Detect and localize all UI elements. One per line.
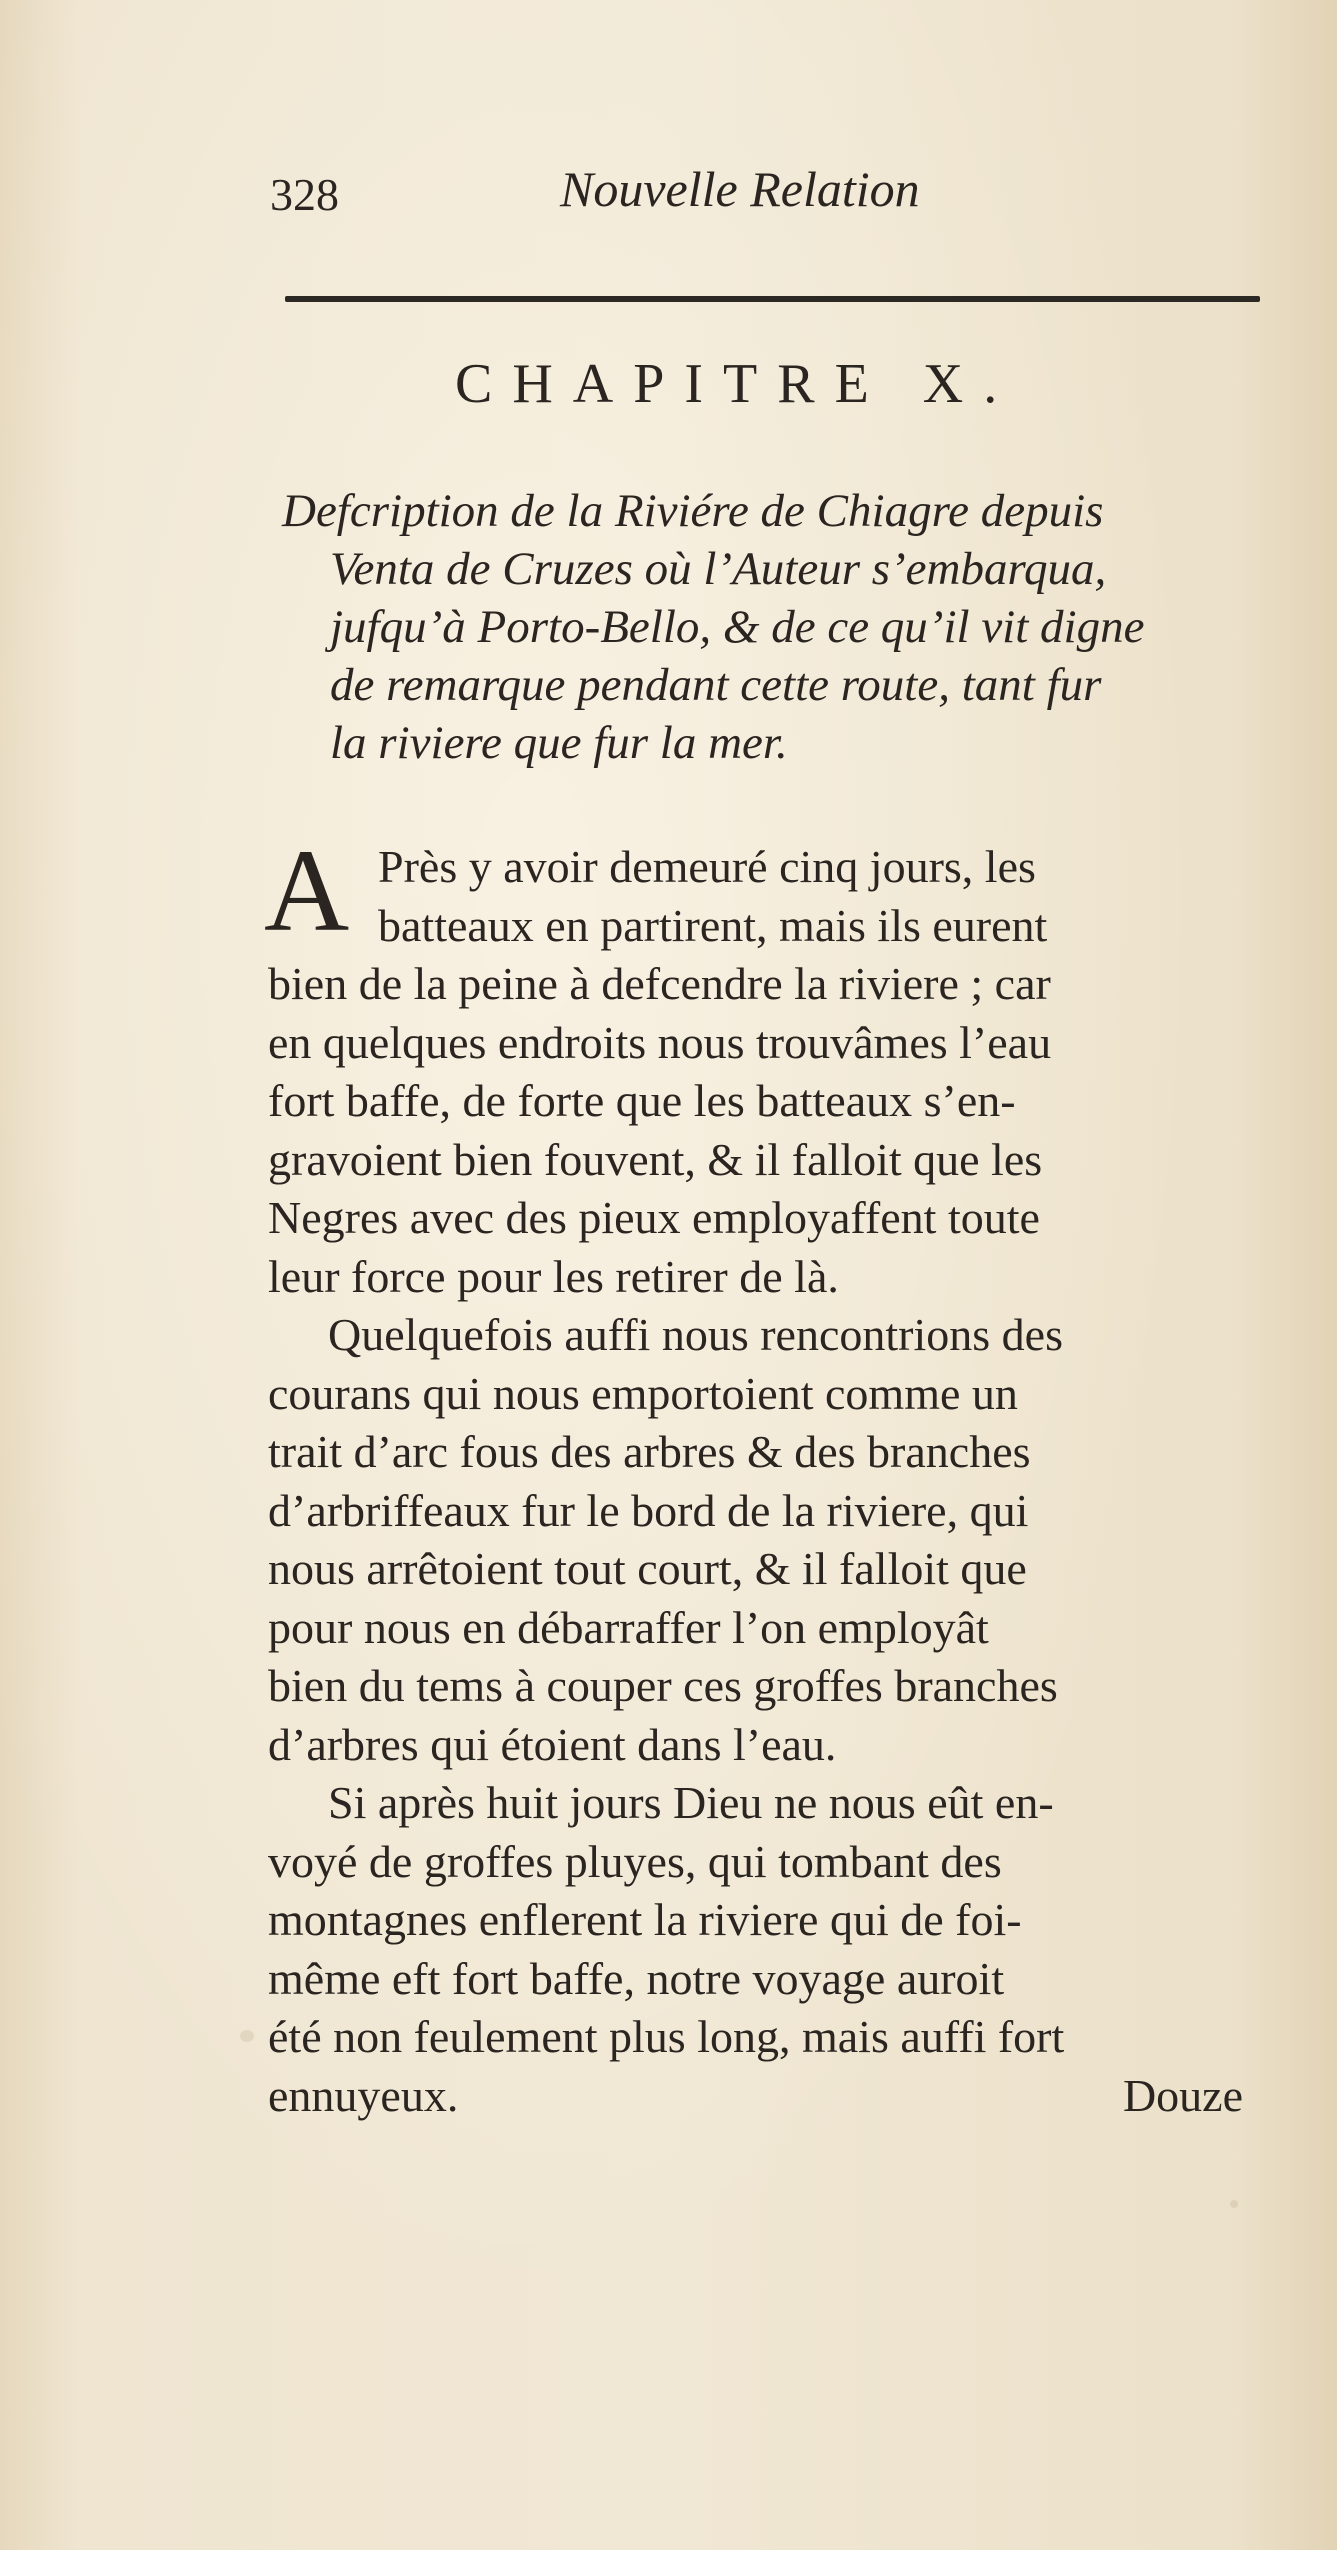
catchword: Douze bbox=[1122, 2069, 1243, 2121]
text-line: Près y avoir demeuré cinq jours, les bbox=[378, 841, 1036, 892]
text-line: même eft fort baffe, notre voyage auroit bbox=[268, 1952, 1005, 2004]
text-line: en quelques endroits nous trouvâmes l’eau bbox=[268, 1016, 1052, 1068]
drop-cap: A bbox=[264, 825, 350, 956]
text-line: montagnes enflerent la riviere qui de foi- bbox=[268, 1894, 1022, 1945]
text-line: gravoient bien fouvent, & il falloit que les bbox=[268, 1133, 1043, 1185]
final-line bbox=[268, 2067, 1243, 2126]
text-line: d’arbriffeaux fur le bord de la riviere, qui bbox=[268, 1484, 1029, 1536]
summary-line: Defcription de la Riviére de Chiagre depuis bbox=[282, 485, 1104, 537]
summary-line: Venta de Cruzes où l’Auteur s’embarqua, bbox=[330, 543, 1107, 595]
body-text bbox=[264, 825, 1268, 2125]
text-line: batteaux en partirent, mais ils eurent bbox=[378, 899, 1048, 951]
header-rule bbox=[285, 296, 1260, 302]
paper-spot bbox=[240, 2030, 254, 2042]
page-number: 328 bbox=[270, 169, 339, 220]
text-line: Quelquefois auffi nous rencontrions des bbox=[328, 1309, 1063, 1360]
running-title: Nouvelle Relation bbox=[560, 161, 920, 217]
text-line: Negres avec des pieux employaffent toute bbox=[268, 1192, 1040, 1243]
text-line: été non feulement plus long, mais auffi fort bbox=[268, 2011, 1065, 2062]
summary-line: la riviere que fur la mer. bbox=[330, 717, 788, 769]
paragraph-opening bbox=[268, 838, 1268, 955]
text-line: bien du tems à couper ces groffes branches bbox=[268, 1660, 1058, 1711]
summary-line: de remarque pendant cette route, tant fur bbox=[330, 659, 1102, 711]
text-line: ennuyeux. bbox=[268, 2069, 459, 2121]
chapter-summary bbox=[282, 482, 1267, 772]
text-line: fort baffe, de forte que les batteaux s’en- bbox=[268, 1075, 1016, 1126]
text-line: nous arrêtoient tout court, & il falloit que bbox=[268, 1543, 1027, 1594]
text-line: bien de la peine à defcendre la riviere ; car bbox=[268, 958, 1051, 1009]
text-line: courans qui nous emportoient comme un bbox=[268, 1367, 1018, 1419]
running-head bbox=[270, 160, 980, 230]
text-line: voyé de groffes pluyes, qui tombant des bbox=[268, 1835, 1002, 1887]
text-line: trait d’arc fous des arbres & des branches bbox=[268, 1426, 1031, 1477]
text-line: d’arbres qui étoient dans l’eau. bbox=[268, 1718, 837, 1770]
chapter-title: CHAPITRE X. bbox=[455, 353, 1018, 415]
paper-spot bbox=[1230, 2200, 1238, 2208]
text-line: pour nous en débarraffer l’on employât bbox=[268, 1601, 989, 1653]
summary-line: jufqu’à Porto-Bello, & de ce qu’il vit digne bbox=[330, 601, 1145, 653]
text-line: Si après huit jours Dieu ne nous eût en- bbox=[328, 1777, 1054, 1828]
text-line: leur force pour les retirer de là. bbox=[268, 1250, 839, 1302]
